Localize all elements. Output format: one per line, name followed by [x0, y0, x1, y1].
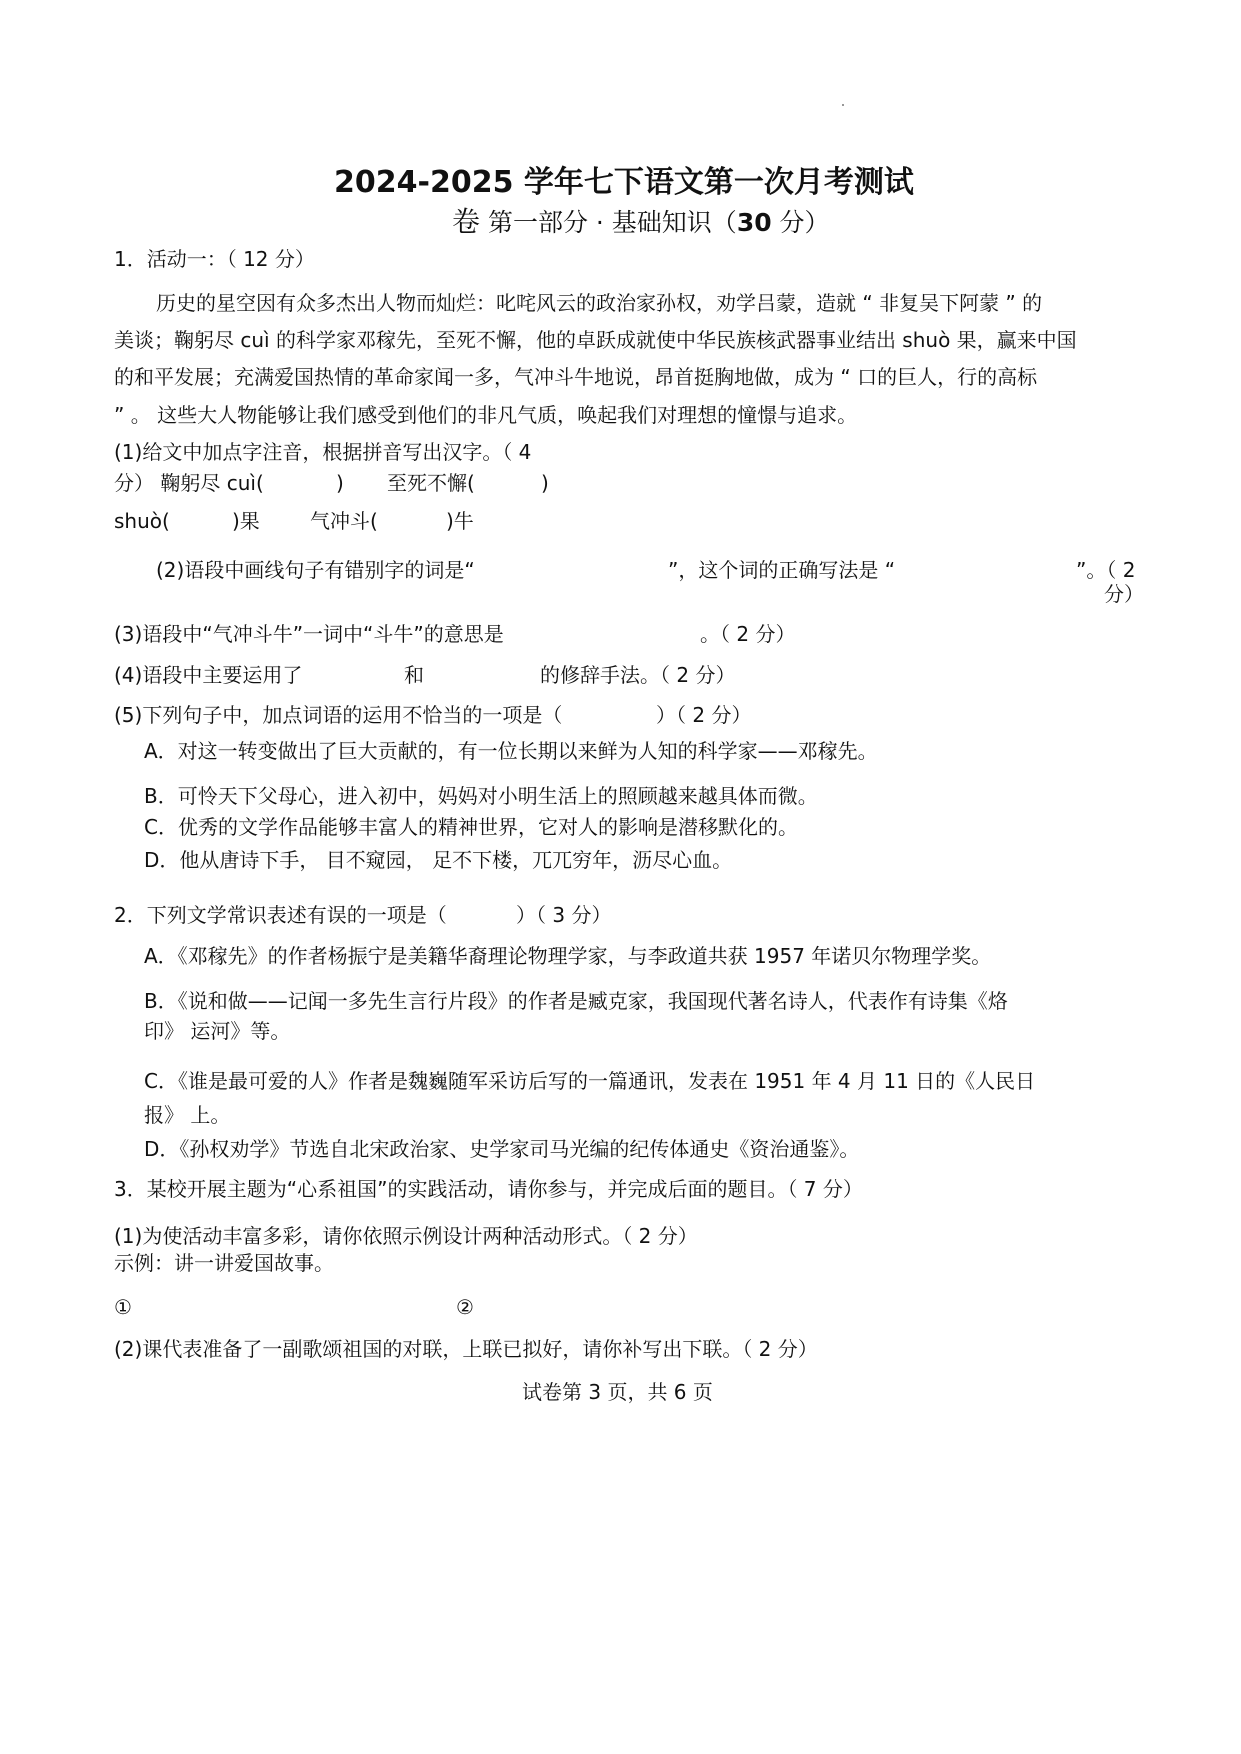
- page-title: 2024-2025 学年七下语文第一次月考测试: [334, 165, 914, 200]
- q1-s4-a: (4)语段中主要运用了: [114, 663, 303, 687]
- q1-s5-a: (5)下列句子中，加点词语的运用不恰当的一项是（: [114, 703, 563, 727]
- q1-s5-option-d: D．他从唐诗下手， 目不窥园， 足不下楼，兀兀穷年，沥尽心血。: [144, 848, 733, 872]
- q2-option-d: D．《孙权劝学》节选自北宋政治家、史学家司马光编的纪传体通史《资治通鉴》。: [144, 1137, 860, 1161]
- q2-head-b: ）（ 3 分）: [516, 903, 612, 927]
- q2-option-a: A．《邓稼先》的作者杨振宁是美籍华裔理论物理学家，与李政道共获 1957 年诺贝尔物理学奖。: [144, 944, 992, 968]
- q2-option-b-2: 印》 运河》等。: [144, 1019, 291, 1043]
- q1-s5-b: ）（ 2 分）: [656, 703, 752, 727]
- q1-s1-line-2a: 分） 鞠躬尽 cuì(: [114, 471, 264, 495]
- q1-s3-b: 。（ 2 分）: [700, 622, 796, 646]
- q1-s5-option-b: B．可怜天下父母心，进入初中，妈妈对小明生活上的照顾越来越具体而微。: [144, 784, 818, 808]
- q1-passage-line-1: 历史的星空因有众多杰出人物而灿烂：叱咤风云的政治家孙权，劝学吕蒙，造就 “ 非复吴下阿蒙 ” 的: [156, 291, 1043, 315]
- q1-s4-c: 的修辞手法。（ 2 分）: [540, 663, 736, 687]
- q3-blank-2: ②: [456, 1295, 474, 1319]
- q1-s1-line-3d: )牛: [446, 509, 474, 533]
- q1-s1-line-3c: 气冲斗(: [310, 509, 378, 533]
- q1-passage-line-2: 美谈；鞠躬尽 cuì 的科学家邓稼先，至死不懈，他的卓跃成就使中华民族核武器事业结出 shuò 果，赢来中国: [114, 328, 1077, 352]
- page-subtitle: [452, 207, 830, 238]
- subtitle-part: 第一部分 · 基础知识（: [487, 208, 737, 237]
- subtitle-score: 30: [736, 208, 772, 237]
- q3-example: 示例：讲一讲爱国故事。: [114, 1251, 334, 1275]
- q2-option-b-1: B．《说和做——记闻一多先生言行片段》的作者是臧克家，我国现代著名诗人，代表作有诗集《烙: [144, 989, 1008, 1013]
- q1-s3-a: (3)语段中“气冲斗牛”一词中“斗牛”的意思是: [114, 622, 504, 646]
- q1-s2-b: ”，这个词的正确写法是 “: [668, 558, 896, 582]
- q1-passage-line-3: 的和平发展；充满爱国热情的革命家闻一多，气冲斗牛地说，昂首挺胸地做，成为 “ 口的巨人，行的高标: [114, 365, 1038, 389]
- q2-head-a: 2．下列文学常识表述有误的一项是（: [114, 903, 447, 927]
- subtitle-lead: 卷: [452, 205, 481, 238]
- q2-option-c-1: C．《谁是最可爱的人》作者是魏巍随军采访后写的一篇通讯，发表在 1951 年 4 月 11 日的《人民日: [144, 1069, 1036, 1093]
- q1-s5-option-c: C．优秀的文学作品能够丰富人的精神世界，它对人的影响是潜移默化的。: [144, 815, 798, 839]
- q3-blank-1: ①: [114, 1295, 132, 1319]
- q1-s1-line-2b: ): [336, 471, 344, 495]
- speck: [842, 104, 844, 106]
- q1-s1-line-1: (1)给文中加点字注音，根据拼音写出汉字。（ 4: [114, 440, 532, 464]
- q1-s1-line-2c: 至死不懈(: [387, 471, 475, 495]
- q1-s1-line-3b: )果: [232, 509, 260, 533]
- q1-s1-line-2d: ): [541, 471, 549, 495]
- q3-s1: (1)为使活动丰富多彩，请你依照示例设计两种活动形式。（ 2 分）: [114, 1224, 698, 1248]
- q1-head: 1．活动一：（ 12 分）: [114, 247, 315, 271]
- q1-s2-a: (2)语段中画线句子有错别字的词是“: [156, 558, 475, 582]
- q1-s1-line-3a: shuò(: [114, 509, 170, 533]
- subtitle-tail: 分）: [771, 208, 830, 237]
- q3-head: 3．某校开展主题为“心系祖国”的实践活动，请你参与，并完成后面的题目。（ 7 分）: [114, 1177, 863, 1201]
- q1-s4-b: 和: [404, 663, 424, 687]
- page-number: 试卷第 3 页，共 6 页: [522, 1380, 713, 1404]
- q1-passage-line-4: ” 。 这些大人物能够让我们感受到他们的非凡气质，唤起我们对理想的憧憬与追求。: [114, 403, 858, 427]
- q3-s2: (2)课代表准备了一副歌颂祖国的对联，上联已拟好，请你补写出下联。（ 2 分）: [114, 1337, 818, 1361]
- q1-s2-c: ”。（ 2: [1076, 558, 1136, 582]
- q2-option-c-2: 报》 上。: [144, 1103, 231, 1127]
- q1-s5-option-a: A．对这一转变做出了巨大贡献的，有一位长期以来鲜为人知的科学家——邓稼先。: [144, 739, 878, 763]
- q1-s2-d: 分）: [1104, 582, 1144, 606]
